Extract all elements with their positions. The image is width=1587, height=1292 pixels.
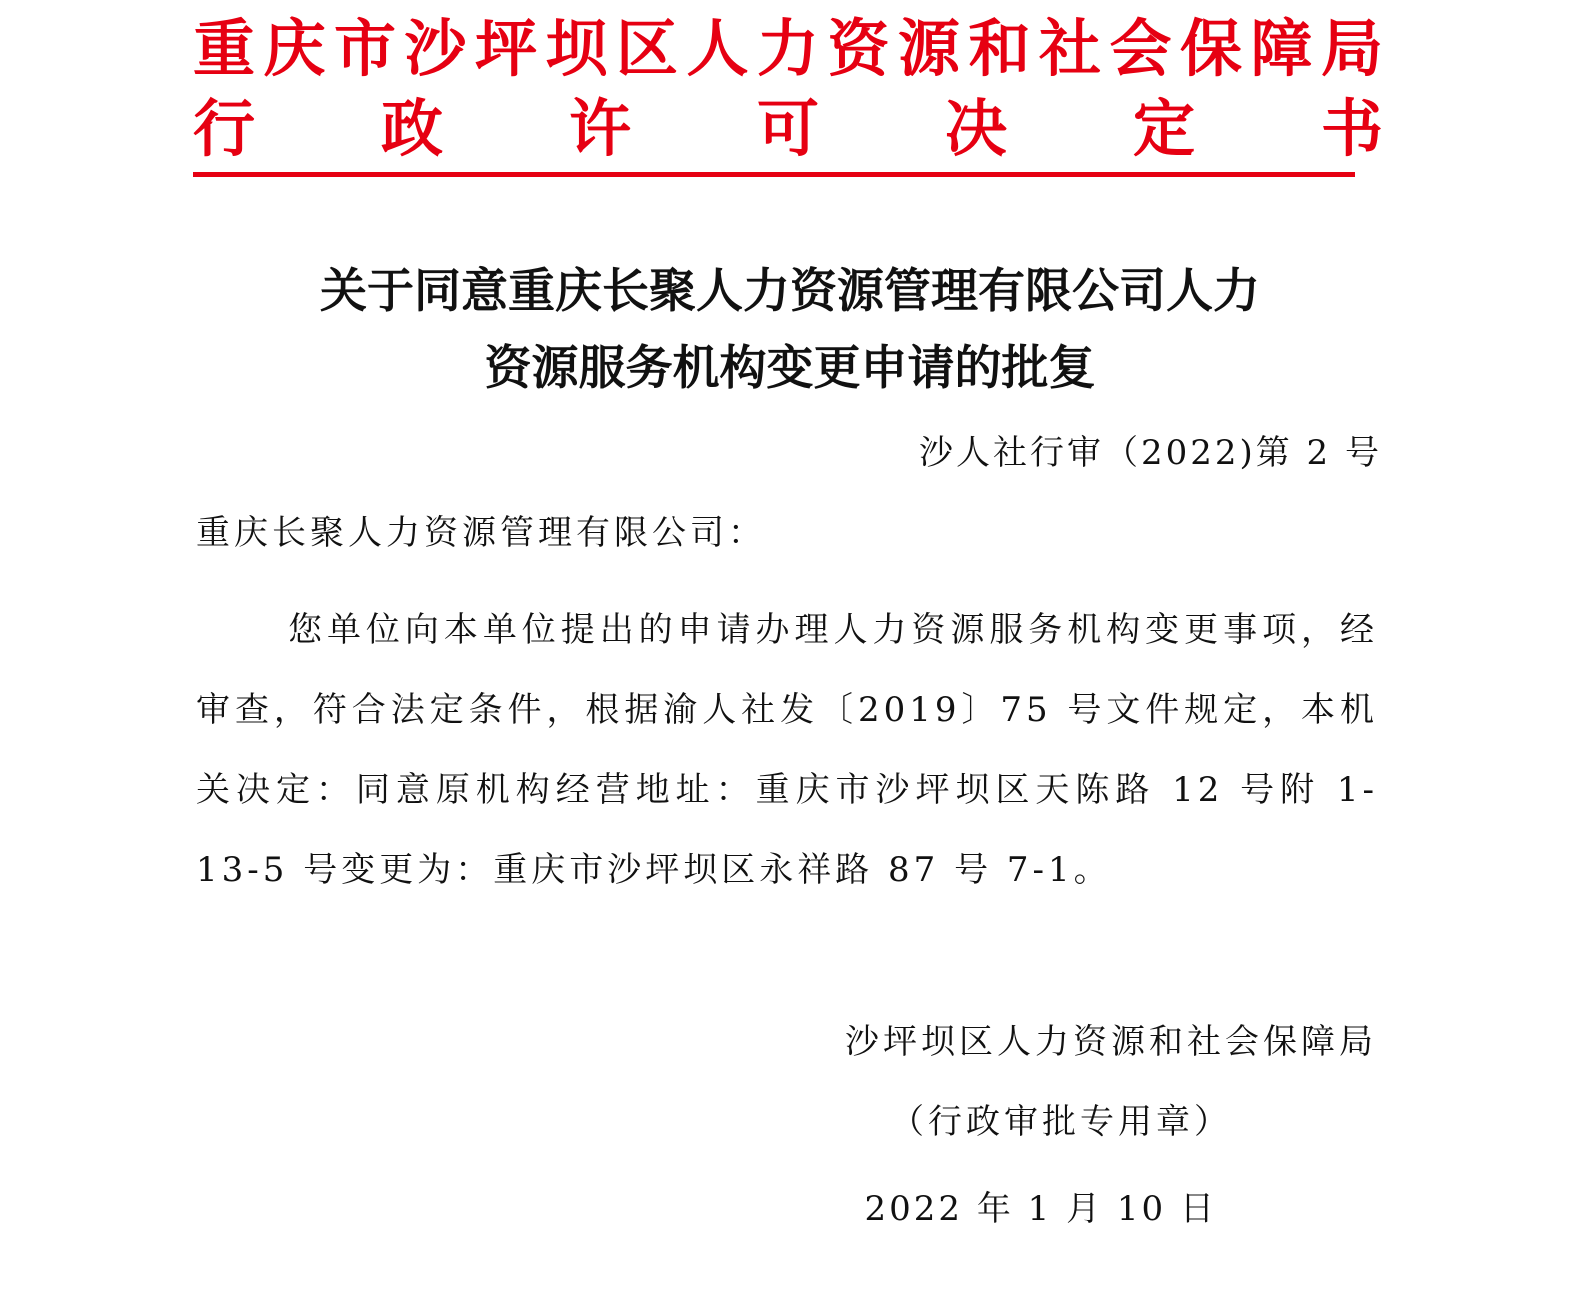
red-divider-line: [193, 172, 1355, 177]
addressee: 重庆长聚人力资源管理有限公司：: [196, 513, 766, 553]
document-number: 沙人社行审（2022)第 2 号: [918, 433, 1382, 473]
document-type-header: 行政许可决定书: [193, 92, 1383, 165]
document-title-line-1: 关于同意重庆长聚人力资源管理有限公司人力: [320, 264, 1260, 319]
agency-name-header: 重庆市沙坪坝区人力资源和社会保障局: [193, 12, 1383, 85]
decision-body-text: 您单位向本单位提出的申请办理人力资源服务机构变更事项，经审查，符合法定条件，根据渝人社发〔2019〕75 号文件规定，本机关决定：同意原机构经营地址：重庆市沙坪坝区天陈路 12 号附 1-13-5 号变更为：重庆市沙坪坝区永祥路 87 号 7-1。: [196, 610, 1378, 890]
signing-organization: 沙坪坝区人力资源和社会保障局: [845, 1022, 1377, 1062]
signing-date: 2022 年 1 月 10 日: [864, 1189, 1217, 1229]
document-title-line-2: 资源服务机构变更申请的批复: [484, 341, 1096, 396]
seal-note: （行政审批专用章）: [890, 1102, 1232, 1142]
